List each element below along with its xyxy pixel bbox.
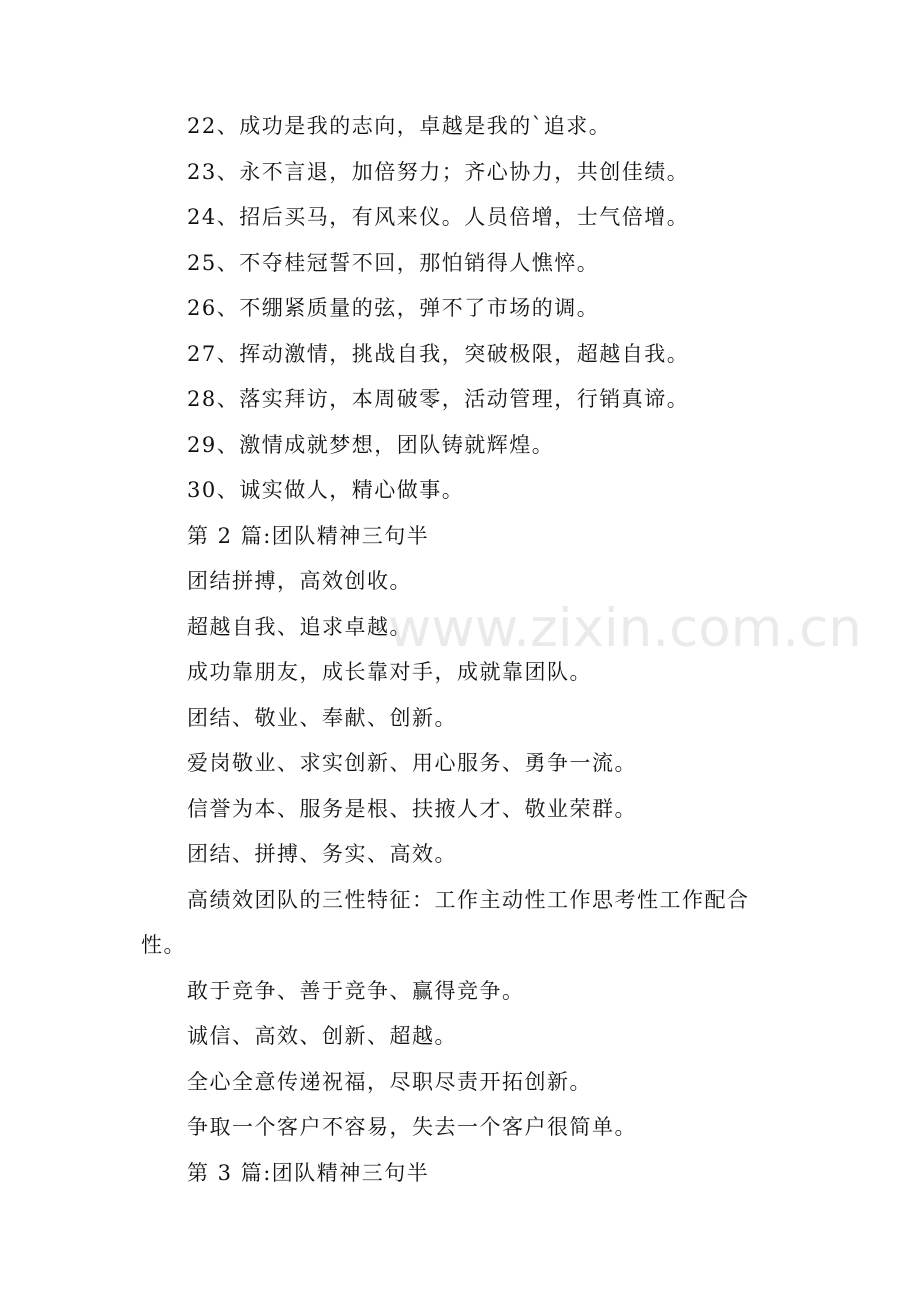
paragraph: 团结拼搏，高效创收。	[187, 569, 412, 593]
paragraph: 26、不绷紧质量的弦，弹不了市场的调。	[187, 296, 600, 320]
paragraph: 敢于竞争、善于竞争、赢得竞争。	[187, 978, 525, 1003]
paragraph: 23、永不言退，加倍努力；齐心协力，共创佳绩。	[187, 159, 690, 184]
document-body	[141, 104, 791, 1196]
paragraph: 24、招后买马，有风来仪。人员倍增，士气倍增。	[187, 205, 690, 229]
paragraph: 30、诚实做人，精心做事。	[187, 478, 465, 502]
paragraph: 超越自我、追求卓越。	[187, 614, 412, 639]
paragraph: 29、激情成就梦想，团队铸就辉煌。	[187, 432, 555, 457]
section-heading: 第 3 篇:团队精神三句半	[187, 1160, 430, 1185]
paragraph: 诚信、高效、创新、超越。	[187, 1024, 457, 1048]
paragraph: 团结、拼搏、务实、高效。	[187, 842, 457, 866]
paragraph: 全心全意传递祝福，尽职尽责开拓创新。	[187, 1069, 592, 1094]
paragraph: 22、成功是我的志向，卓越是我的`追求。	[187, 114, 612, 138]
paragraph: 团结、敬业、奉献、创新。	[187, 705, 457, 730]
watermark: www.zixin.com.cn	[388, 598, 862, 659]
paragraph: 爱岗敬业、求实创新、用心服务、勇争一流。	[187, 751, 637, 775]
paragraph: 成功靠朋友，成长靠对手，成就靠团队。	[187, 660, 592, 684]
paragraph: 25、不夺桂冠誓不回，那怕销得人憔悴。	[187, 250, 600, 275]
paragraph: 信誉为本、服务是根、扶掖人才、敬业荣群。	[187, 796, 637, 821]
paragraph: 争取一个客户不容易，失去一个客户很简单。	[187, 1115, 637, 1139]
section-heading: 第 2 篇:团队精神三句半	[187, 523, 430, 548]
paragraph: 28、落实拜访，本周破零，活动管理，行销真谛。	[187, 387, 690, 411]
paragraph: 27、挥动激情，挑战自我，突破极限，超越自我。	[187, 341, 690, 366]
paragraph: 高绩效团队的三性特征：工作主动性工作思考性工作配合性。	[141, 887, 750, 957]
